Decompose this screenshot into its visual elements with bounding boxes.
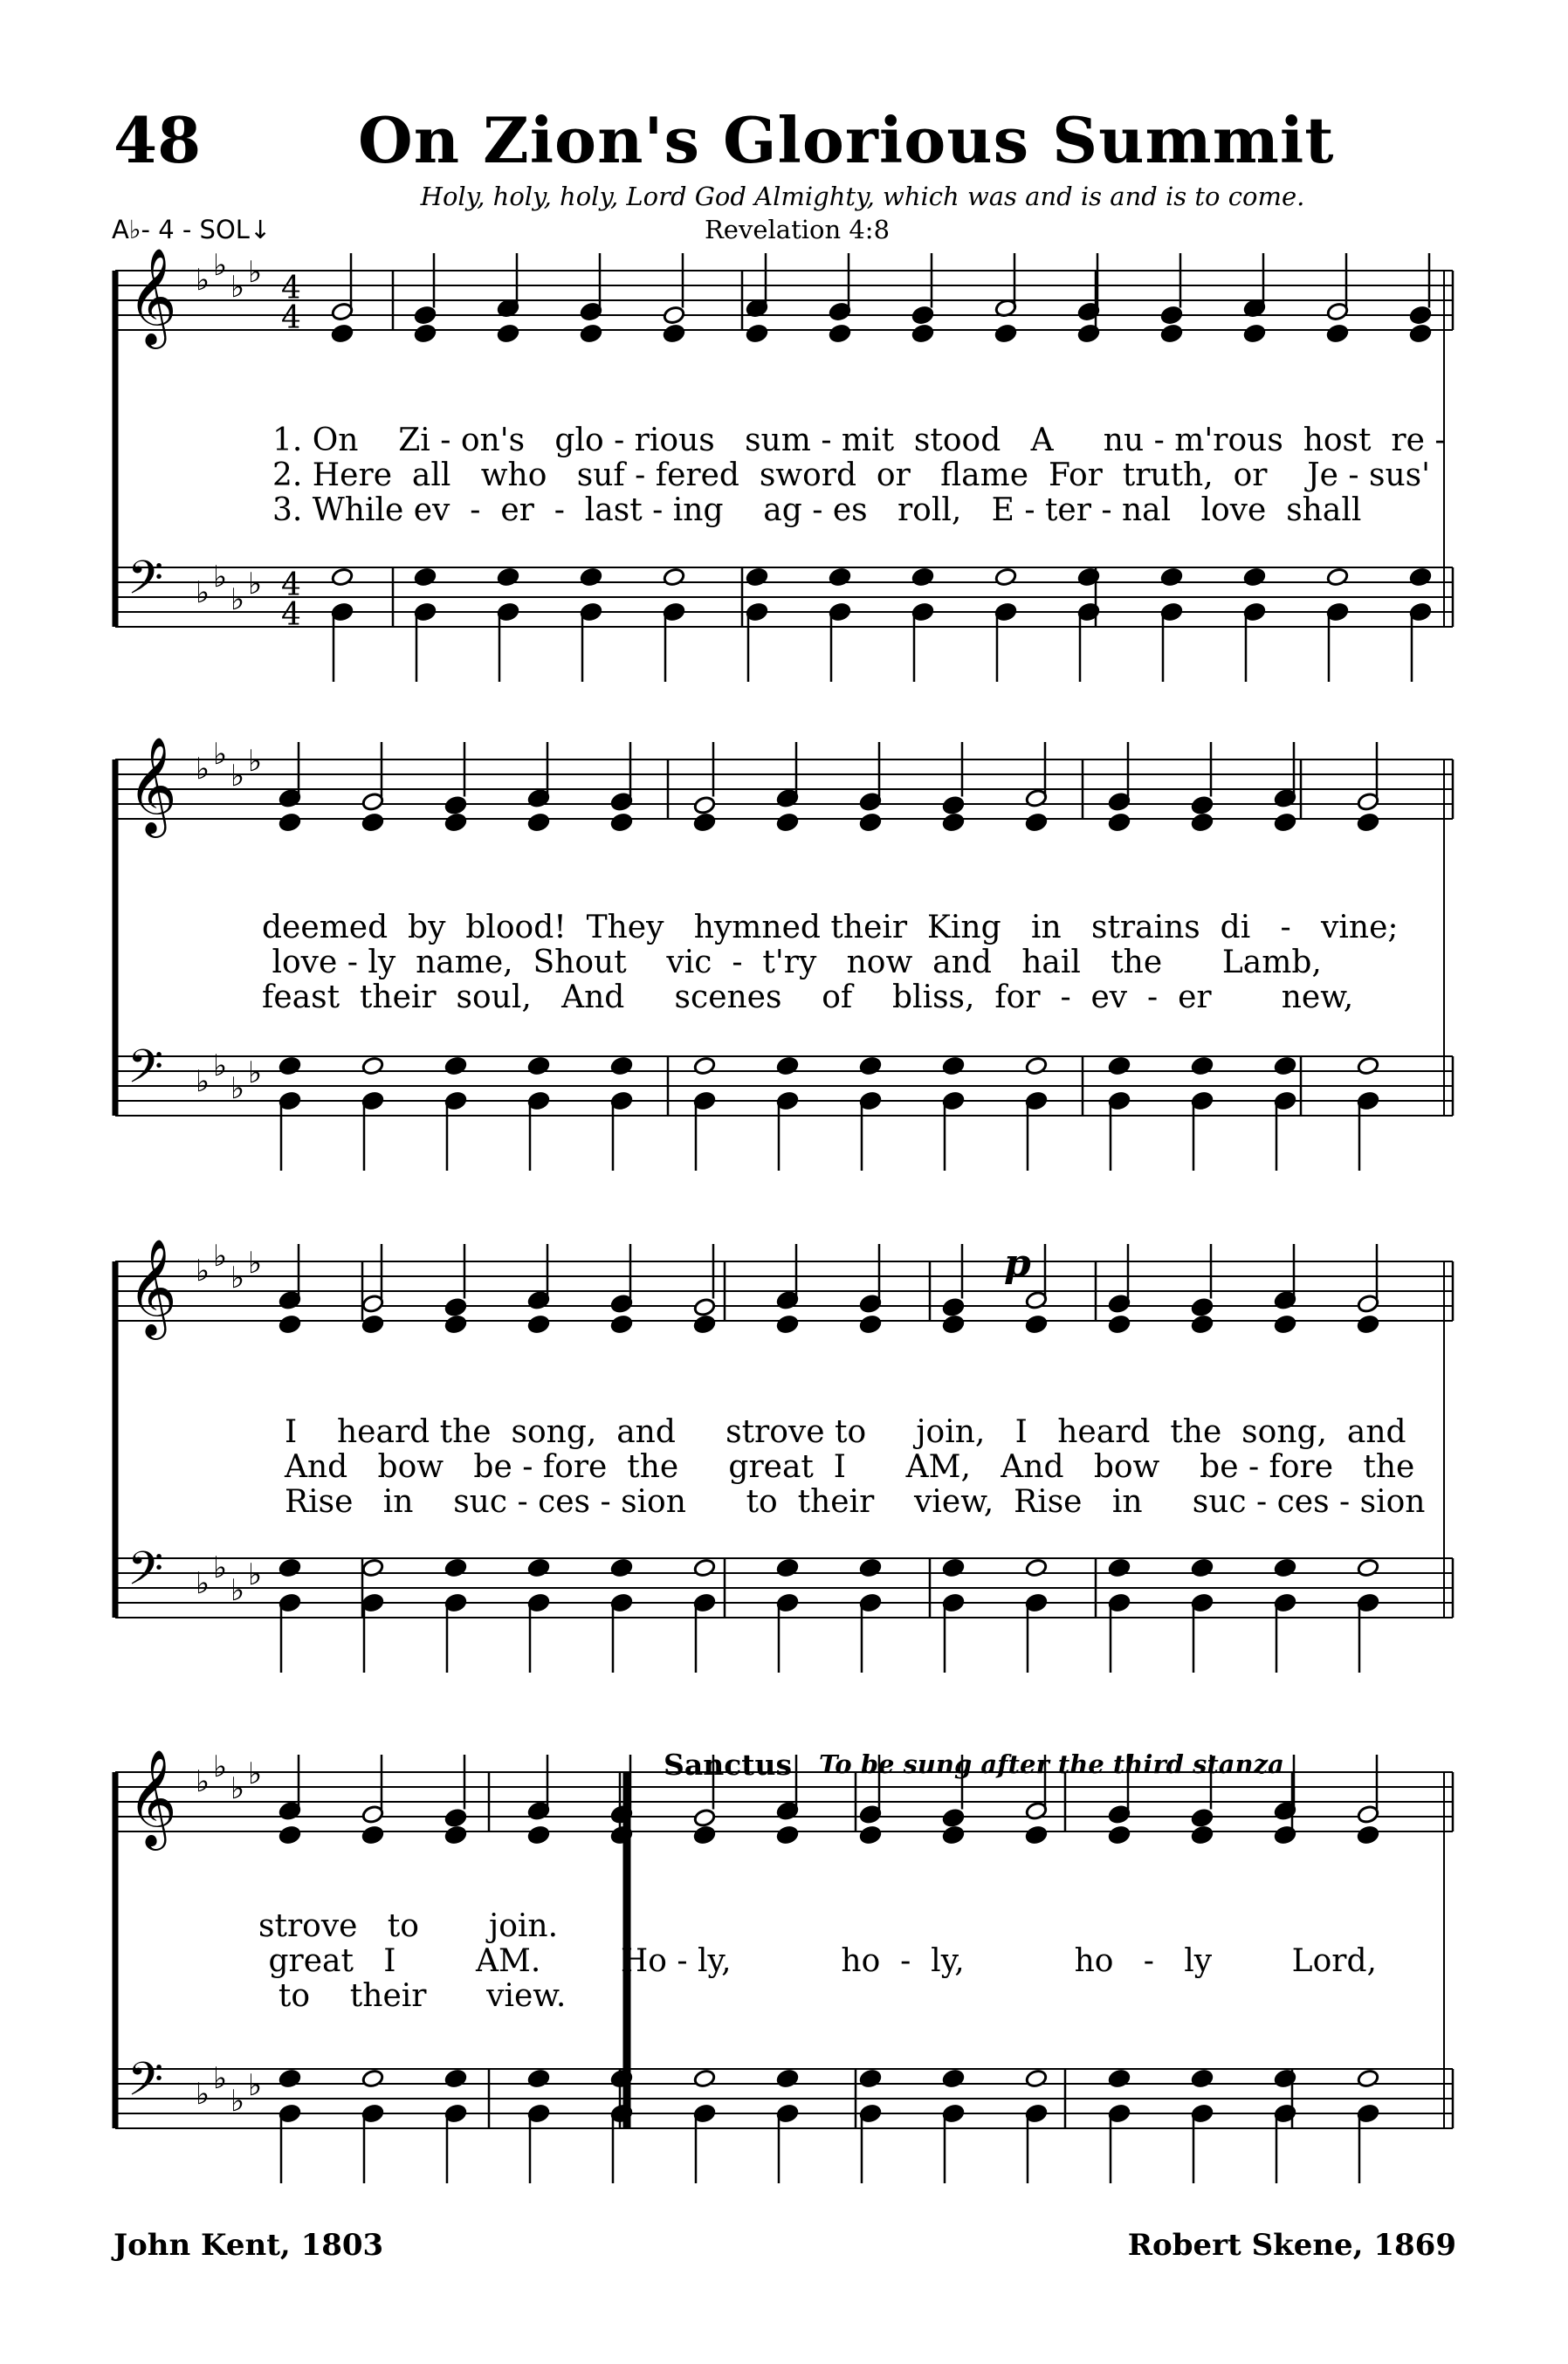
note-head bbox=[942, 1056, 965, 1076]
sanctus-instruction: To be sung after the third stanza bbox=[819, 1749, 1284, 1779]
scripture-epigraph: Holy, holy, holy, Lord God Almighty, which was and is and is to come. bbox=[420, 182, 1305, 211]
note-head bbox=[361, 1558, 384, 1578]
note-head bbox=[444, 1315, 467, 1335]
note-head bbox=[279, 2069, 301, 2089]
note-head bbox=[859, 813, 882, 833]
note-head bbox=[776, 813, 799, 833]
note-head bbox=[414, 324, 437, 344]
note-head bbox=[911, 567, 934, 588]
music-symbol: ♭ bbox=[248, 2068, 263, 2103]
lyric-line: strove to join. bbox=[258, 1908, 559, 1944]
music-symbol: 4 bbox=[281, 567, 301, 603]
note-head bbox=[1274, 1056, 1296, 1076]
music-symbol: ♭ bbox=[230, 1071, 245, 1106]
music-symbol: ♭ bbox=[213, 2061, 228, 2096]
note-head bbox=[414, 567, 437, 588]
music-symbol: 𝄢 bbox=[127, 1543, 164, 1607]
note-head bbox=[497, 324, 519, 344]
lyric-line: deemed by blood! They hymned their King in strains di - vine; bbox=[262, 910, 1399, 945]
note-head bbox=[414, 306, 437, 326]
note-head bbox=[1191, 1825, 1214, 1845]
note-head bbox=[1191, 1297, 1214, 1317]
music-symbol: ♭ bbox=[213, 1749, 228, 1784]
note-head bbox=[1326, 324, 1349, 344]
note-head bbox=[776, 1825, 799, 1845]
lyric-line: great I AM. Ho - ly, ho - ly, ho - ly Lord, bbox=[258, 1943, 1377, 1979]
lyric-line: 3. While ev - er - last - ing ag - es roll, E - ter - nal love shall bbox=[272, 492, 1362, 528]
music-symbol: ♭ bbox=[248, 1557, 263, 1592]
note-head bbox=[1191, 813, 1214, 833]
note-head bbox=[444, 2069, 467, 2089]
note-head bbox=[361, 1056, 384, 1076]
music-symbol: ♭ bbox=[248, 1246, 263, 1281]
note-head bbox=[942, 795, 965, 815]
music-symbol: 𝄞 bbox=[127, 736, 177, 834]
note-head bbox=[1409, 324, 1432, 344]
note-head bbox=[1243, 324, 1266, 344]
music-symbol: ♭ bbox=[196, 263, 210, 298]
note-head bbox=[942, 1558, 965, 1578]
lyric-line: Rise in suc - ces - sion to their view, Rise in suc - ces - sion bbox=[285, 1484, 1426, 1520]
note-head bbox=[497, 567, 519, 588]
note-head bbox=[746, 567, 768, 588]
note-head bbox=[1191, 795, 1214, 815]
note-head bbox=[1357, 1825, 1379, 1845]
note-head bbox=[527, 813, 550, 833]
note-head bbox=[1025, 1825, 1048, 1845]
note-head bbox=[693, 1297, 716, 1317]
note-head bbox=[1243, 567, 1266, 588]
hymn-number: 48 bbox=[113, 103, 202, 177]
note-head bbox=[693, 2069, 716, 2089]
note-head bbox=[361, 1825, 384, 1845]
music-symbol: ♭ bbox=[230, 1261, 245, 1295]
note-head bbox=[859, 1056, 882, 1076]
note-head bbox=[693, 813, 716, 833]
note-head bbox=[1108, 1558, 1131, 1578]
note-head bbox=[279, 1056, 301, 1076]
note-head bbox=[776, 1056, 799, 1076]
music-symbol: ♭ bbox=[230, 270, 245, 305]
note-head bbox=[1409, 567, 1432, 588]
music-symbol: 4 bbox=[281, 300, 301, 336]
music-symbol: ♭ bbox=[248, 1055, 263, 1090]
note-head bbox=[361, 2069, 384, 2089]
note-head bbox=[1108, 1825, 1131, 1845]
note-head bbox=[1108, 2069, 1131, 2089]
note-head bbox=[1025, 813, 1048, 833]
note-head bbox=[580, 324, 602, 344]
note-head bbox=[776, 1558, 799, 1578]
sanctus-label: Sanctus bbox=[664, 1748, 793, 1782]
note-head bbox=[527, 1056, 550, 1076]
note-head bbox=[1160, 324, 1183, 344]
note-head bbox=[1357, 1558, 1379, 1578]
note-head bbox=[829, 567, 851, 588]
lyric-line: 1. On Zi - on's glo - rious sum - mit stood A nu - m'rous host re - bbox=[272, 423, 1446, 458]
note-head bbox=[1025, 1056, 1048, 1076]
note-head bbox=[1326, 567, 1349, 588]
key-indicator: A♭- 4 - SOL↓ bbox=[112, 215, 272, 244]
note-head bbox=[1191, 2069, 1214, 2089]
note-head bbox=[361, 1315, 384, 1335]
note-head bbox=[361, 813, 384, 833]
note-head bbox=[527, 2069, 550, 2089]
note-head bbox=[444, 1825, 467, 1845]
note-head bbox=[1025, 2069, 1048, 2089]
note-head bbox=[610, 1315, 633, 1335]
music-symbol: ♭ bbox=[196, 1064, 210, 1099]
music-symbol: ♭ bbox=[248, 255, 263, 290]
note-head bbox=[1274, 1558, 1296, 1578]
note-head bbox=[776, 2069, 799, 2089]
note-head bbox=[1409, 306, 1432, 326]
note-head bbox=[776, 1315, 799, 1335]
note-head bbox=[693, 1558, 716, 1578]
note-head bbox=[527, 1558, 550, 1578]
note-head bbox=[911, 306, 934, 326]
note-head bbox=[279, 1825, 301, 1845]
dynamic-marking: p bbox=[1004, 1241, 1031, 1286]
note-head bbox=[663, 567, 685, 588]
note-head bbox=[444, 1558, 467, 1578]
music-symbol: ♭ bbox=[196, 2077, 210, 2112]
note-head bbox=[444, 795, 467, 815]
note-head bbox=[693, 1825, 716, 1845]
note-head bbox=[994, 324, 1017, 344]
music-symbol: ♭ bbox=[248, 567, 263, 601]
note-head bbox=[1191, 1315, 1214, 1335]
note-head bbox=[942, 1825, 965, 1845]
note-head bbox=[1108, 1056, 1131, 1076]
note-head bbox=[859, 1558, 882, 1578]
music-symbol: ♭ bbox=[230, 2084, 245, 2119]
note-head bbox=[859, 1825, 882, 1845]
lyric-line: 2. Here all who suf - fered sword or flame For truth, or Je - sus' bbox=[272, 457, 1431, 493]
music-symbol: 4 bbox=[281, 271, 301, 306]
music-symbol: ♭ bbox=[196, 575, 210, 610]
note-head bbox=[444, 1056, 467, 1076]
music-symbol: ♭ bbox=[213, 1550, 228, 1585]
note-head bbox=[1108, 1315, 1131, 1335]
music-symbol: 4 bbox=[281, 597, 301, 633]
note-head bbox=[1108, 813, 1131, 833]
note-head bbox=[1191, 1558, 1214, 1578]
music-symbol: ♭ bbox=[196, 1566, 210, 1601]
music-symbol: ♭ bbox=[213, 248, 228, 283]
note-head bbox=[610, 813, 633, 833]
music-symbol: ♭ bbox=[196, 1254, 210, 1289]
note-head bbox=[1025, 1558, 1048, 1578]
note-head bbox=[663, 324, 685, 344]
composer-credit: Robert Skene, 1869 bbox=[1127, 2228, 1456, 2263]
music-symbol: ♭ bbox=[248, 744, 263, 779]
music-symbol: ♭ bbox=[248, 1756, 263, 1791]
music-symbol: ♭ bbox=[230, 1573, 245, 1608]
note-head bbox=[279, 813, 301, 833]
music-symbol: ♭ bbox=[196, 1764, 210, 1799]
note-head bbox=[331, 567, 354, 588]
music-symbol: ♭ bbox=[230, 759, 245, 794]
note-head bbox=[610, 1558, 633, 1578]
music-symbol: ♭ bbox=[230, 1771, 245, 1806]
note-head bbox=[693, 1315, 716, 1335]
note-head bbox=[942, 813, 965, 833]
lyric-line: to their view. bbox=[258, 1978, 567, 2014]
note-head bbox=[1274, 813, 1296, 833]
note-head bbox=[1160, 306, 1183, 326]
music-symbol: ♭ bbox=[196, 752, 210, 787]
music-symbol: ♭ bbox=[213, 1048, 228, 1083]
note-head bbox=[859, 1315, 882, 1335]
note-head bbox=[610, 1056, 633, 1076]
note-head bbox=[527, 1825, 550, 1845]
lyric-line: I heard the song, and strove to join, I heard the song, and bbox=[285, 1414, 1406, 1450]
note-head bbox=[859, 2069, 882, 2089]
music-symbol: 𝄞 bbox=[127, 1238, 177, 1336]
note-head bbox=[942, 1297, 965, 1317]
note-head bbox=[942, 2069, 965, 2089]
note-head bbox=[693, 1808, 716, 1828]
note-head bbox=[994, 567, 1017, 588]
music-symbol: ♭ bbox=[213, 1239, 228, 1274]
note-head bbox=[1160, 567, 1183, 588]
note-head bbox=[1191, 1808, 1214, 1828]
music-symbol: ♭ bbox=[213, 560, 228, 594]
note-head bbox=[444, 813, 467, 833]
note-head bbox=[279, 1558, 301, 1578]
note-head bbox=[663, 306, 685, 326]
music-symbol: ♭ bbox=[230, 582, 245, 617]
note-head bbox=[1357, 813, 1379, 833]
lyric-line: And bow be - fore the great I AM, And bow be - fore the bbox=[285, 1449, 1415, 1485]
note-head bbox=[331, 324, 354, 344]
note-head bbox=[580, 567, 602, 588]
scripture-reference: Revelation 4:8 bbox=[704, 215, 891, 244]
author-credit: John Kent, 1803 bbox=[113, 2228, 384, 2263]
music-symbol: 𝄞 bbox=[127, 247, 177, 345]
note-head bbox=[1357, 2069, 1379, 2089]
note-head bbox=[1357, 1056, 1379, 1076]
note-head bbox=[1274, 1315, 1296, 1335]
note-head bbox=[1357, 1315, 1379, 1335]
note-head bbox=[911, 324, 934, 344]
lyric-line: feast their soul, And scenes of bliss, for - ev - er new, bbox=[262, 979, 1354, 1015]
note-head bbox=[444, 1808, 467, 1828]
note-head bbox=[942, 1315, 965, 1335]
note-head bbox=[693, 1056, 716, 1076]
note-head bbox=[279, 1315, 301, 1335]
note-head bbox=[1191, 1056, 1214, 1076]
music-symbol: 𝄢 bbox=[127, 552, 164, 616]
music-symbol: 𝄢 bbox=[127, 1041, 164, 1105]
note-head bbox=[829, 324, 851, 344]
note-head bbox=[1025, 1315, 1048, 1335]
music-symbol: 𝄢 bbox=[127, 2053, 164, 2118]
music-symbol: 𝄞 bbox=[127, 1749, 177, 1846]
note-head bbox=[693, 795, 716, 815]
note-head bbox=[527, 1315, 550, 1335]
note-head bbox=[746, 324, 768, 344]
note-head bbox=[942, 1808, 965, 1828]
note-head bbox=[444, 1297, 467, 1317]
lyric-line: love - ly name, Shout vic - t'ry now and hail the Lamb, bbox=[262, 945, 1322, 980]
music-symbol: ♭ bbox=[213, 737, 228, 772]
hymn-title: On Zion's Glorious Summit bbox=[358, 103, 1335, 177]
